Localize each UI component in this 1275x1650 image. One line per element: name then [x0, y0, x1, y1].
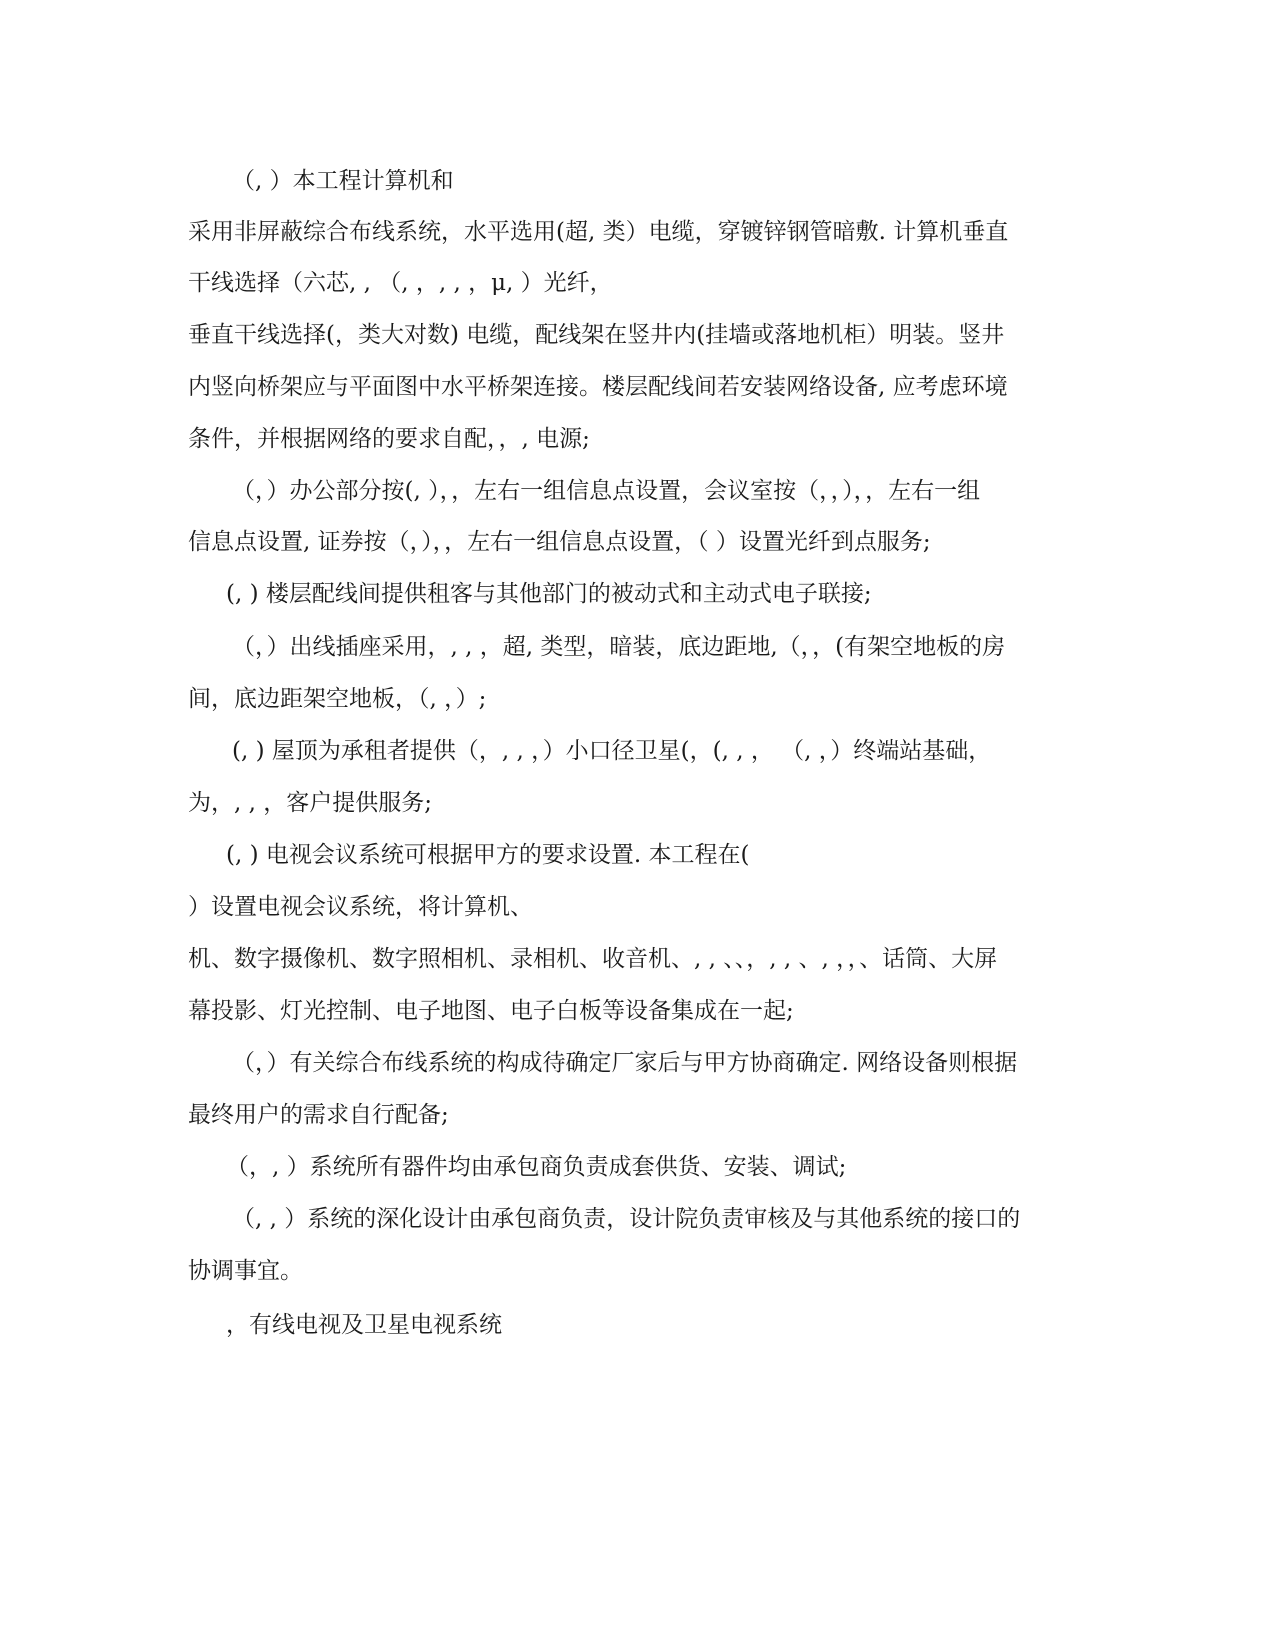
text-line: (, ) 电视会议系统可根据甲方的要求设置. 本工程在(	[226, 842, 750, 868]
text-line: 内竖向桥架应与平面图中水平桥架连接。楼层配线间若安装网络设备, 应考虑环境	[188, 374, 1008, 400]
text-line: 间，底边距架空地板，（, ，）;	[188, 686, 487, 712]
text-line: （，）有关综合布线系统的构成待确定厂家后与甲方协商确定. 网络设备则根据	[232, 1050, 1018, 1076]
text-line: 机、数字摄像机、数字照相机、录相机、收音机、, , 、、，, , 、, ，，、话筒、大屏	[188, 946, 998, 972]
section-heading: ，有线电视及卫星电视系统	[226, 1312, 502, 1338]
text-line: (, ) 屋顶为承租者提供（，, , ，）小口径卫星(，(, , ， （, ，）终端站基础，	[232, 738, 992, 764]
text-line: 协调事宜。	[188, 1258, 303, 1284]
text-line: 干线选择（六芯, , （, ，, , ，μ, ）光纤，	[188, 270, 613, 296]
text-line: (, ) 楼层配线间提供租客与其他部门的被动式和主动式电子联接;	[226, 581, 872, 607]
text-line: 信息点设置, 证券按（，），，左右一组信息点设置，（ ）设置光纤到点服务;	[188, 529, 931, 555]
text-line: 垂直干线选择(，类大对数) 电缆，配线架在竖井内(挂墙或落地机柜）明装。竖井	[188, 322, 1005, 348]
text-line: 采用非屏蔽综合布线系统，水平选用(超, 类）电缆，穿镀锌钢管暗敷. 计算机垂直	[188, 219, 1009, 245]
text-line: （，）办公部分按(, ），，左右一组信息点设置，会议室按（，，），，左右一组	[232, 478, 981, 504]
text-line: （, , ）系统的深化设计由承包商负责，设计院负责审核及与其他系统的接口的	[232, 1206, 1021, 1232]
text-line: ）设置电视会议系统，将计算机、	[188, 894, 533, 920]
text-line: 条件，并根据网络的要求自配，，, 电源;	[188, 426, 590, 452]
text-line: （, ）本工程计算机和	[232, 168, 454, 194]
text-line: （，）出线插座采用，, , ，超, 类型，暗装，底边距地,（，，(有架空地板的房	[232, 634, 1006, 660]
text-line: 为，, , ，客户提供服务;	[188, 790, 432, 816]
text-line: （，, ）系统所有器件均由承包商负责成套供货、安装、调试;	[226, 1154, 847, 1180]
text-line: 幕投影、灯光控制、电子地图、电子白板等设备集成在一起;	[188, 998, 794, 1024]
text-line: 最终用户的需求自行配备;	[188, 1102, 449, 1128]
